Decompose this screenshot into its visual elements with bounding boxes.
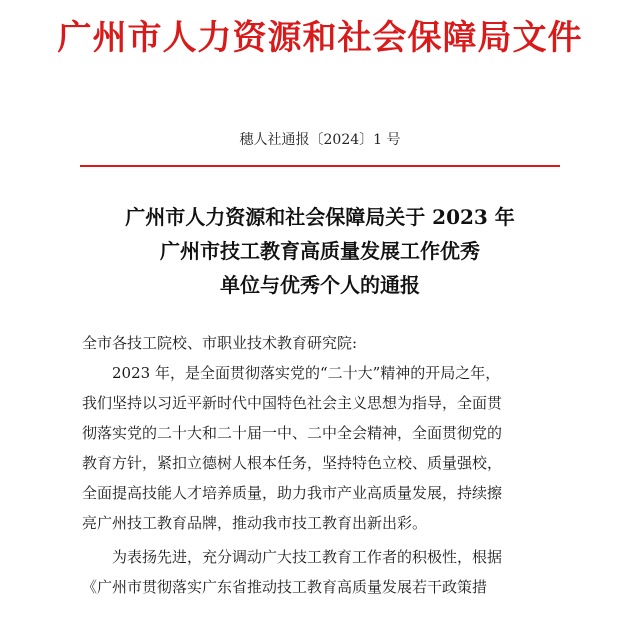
paragraph-line: 全面提高技能人才培养质量，助力我市产业高质量发展，持续擦 [82,484,503,502]
notice-title [0,200,640,302]
document-body [82,328,562,602]
paragraph-line: 我们坚持以习近平新时代中国特色社会主义思想为指导，全面贯 [82,394,503,412]
paragraph-line: 亮广州技工教育品牌，推动我市技工教育出新出彩。 [82,514,428,532]
notice-title-line: 广州市技工教育高质量发展工作优秀 [160,239,480,263]
document-header-title: 广州市人力资源和社会保障局文件 [57,18,583,58]
notice-title-line: 单位与优秀个人的通报 [220,273,420,297]
red-divider-line [80,165,560,167]
paragraph-line: 教育方针，紧扣立德树人根本任务，坚持特色立校、质量强校， [82,454,503,472]
document-number: 穗人社通报〔2024〕1 号 [239,132,401,148]
paragraph-line: 2023 年，是全面贯彻落实党的“二十大”精神的开局之年， [112,364,501,382]
paragraph-line: 《广州市贯彻落实广东省推动技工教育高质量发展若干政策措 [82,578,488,596]
paragraph-line: 彻落实党的二十大和二十届一中、二中全会精神，全面贯彻党的 [82,424,503,442]
notice-title-line: 广州市人力资源和社会保障局关于 2023 年 [125,205,515,229]
addressee: 全市各技工院校、市职业技术教育研究院: [82,334,358,352]
paragraph-line: 为表扬先进，充分调动广大技工教育工作者的积极性，根据 [112,548,503,566]
